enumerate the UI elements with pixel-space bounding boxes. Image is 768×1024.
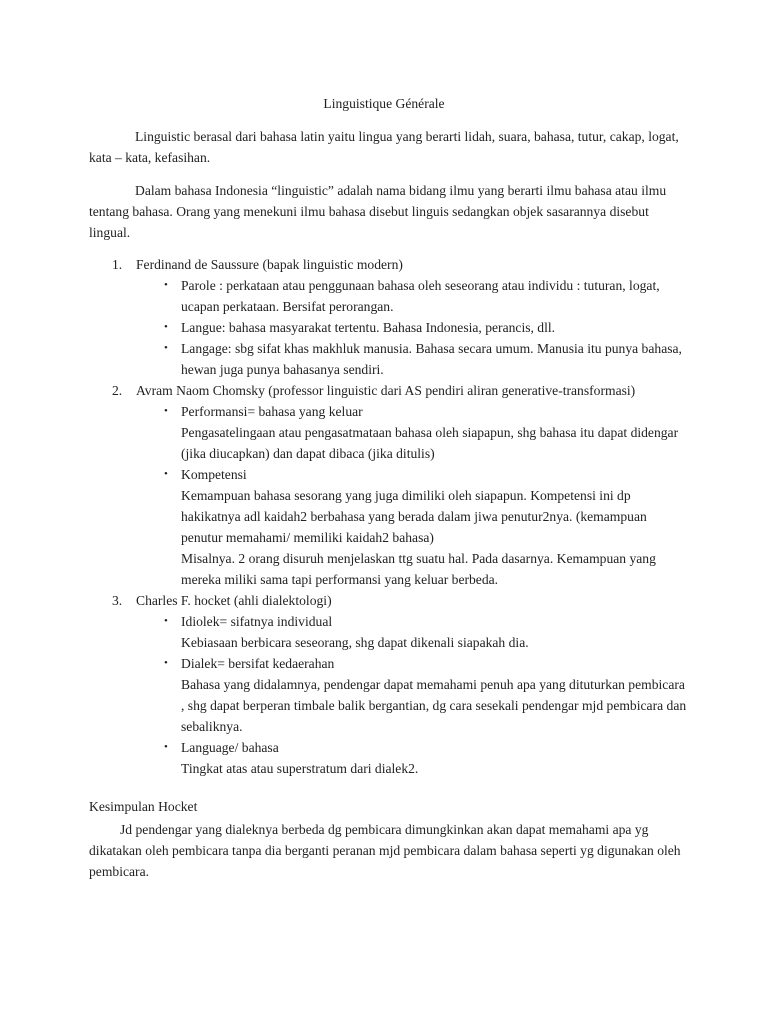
bullet-icon: • bbox=[164, 279, 168, 291]
bullet-text: Idiolek= sifatnya individual bbox=[181, 614, 333, 629]
bullet-text: Performansi= bahasa yang keluar bbox=[181, 404, 363, 419]
intro-paragraph-text: Linguistic berasal dari bahasa latin yaitu lingua yang berarti lidah, suara, bahasa, tutur, cakap, logat, kata – kata, kefasihan. bbox=[89, 129, 679, 165]
bullet-item bbox=[136, 611, 689, 653]
bullet-detail: Tingkat atas atau superstratum dari dialek2. bbox=[181, 761, 419, 776]
bullet-item bbox=[136, 464, 689, 590]
bullet-item bbox=[136, 653, 689, 737]
bullet-text: Langage: sbg sifat khas makhluk manusia. Bahasa secara umum. Manusia itu punya bahasa, hewan juga punya bahasanya sendiri. bbox=[181, 341, 682, 377]
bullet-detail: Pengasatelingaan atau pengasatmataan bahasa oleh siapapun, shg bahasa itu dapat didengar (jika diucapkan) dan dapat dibaca (jika ditulis) bbox=[181, 425, 679, 461]
bullet-list bbox=[136, 401, 689, 590]
bullet-item bbox=[136, 338, 689, 380]
list-item bbox=[89, 590, 689, 779]
bullet-list bbox=[136, 611, 689, 779]
definition-paragraph bbox=[89, 180, 689, 243]
bullet-item bbox=[136, 317, 689, 338]
definition-paragraph-text: Dalam bahasa Indonesia “linguistic” adalah nama bidang ilmu yang berarti ilmu bahasa atau ilmu tentang bahasa. Orang yang menekuni ilmu bahasa disebut linguis sedangkan objek sasarannya disebut lingual. bbox=[89, 183, 667, 240]
bullet-text: Kompetensi bbox=[181, 467, 247, 482]
list-number: 3. bbox=[112, 593, 123, 608]
list-item bbox=[89, 380, 689, 590]
list-item bbox=[89, 254, 689, 380]
intro-paragraph bbox=[89, 126, 689, 168]
conclusion-paragraph-text: Jd pendengar yang dialeknya berbeda dg pembicara dimungkinkan akan dapat memahami apa yg dikatakan oleh pembicara tanpa dia berganti peranan mjd pembicara dalam bahasa seperti yg digunakan oleh pembicara. bbox=[89, 822, 681, 879]
bullet-list bbox=[136, 275, 689, 380]
bullet-item bbox=[136, 737, 689, 779]
document-title: Linguistique Générale bbox=[323, 96, 445, 111]
bullet-item bbox=[136, 401, 689, 464]
bullet-text: Parole : perkataan atau penggunaan bahasa oleh seseorang atau individu : tuturan, logat, ucapan perkataan. Bersifat perorangan. bbox=[181, 278, 660, 314]
bullet-icon: • bbox=[164, 405, 168, 417]
bullet-icon: • bbox=[164, 321, 168, 333]
numbered-list bbox=[89, 254, 689, 779]
conclusion-heading: Kesimpulan Hocket bbox=[89, 799, 198, 814]
bullet-text: Langue: bahasa masyarakat tertentu. Bahasa Indonesia, perancis, dll. bbox=[181, 320, 556, 335]
conclusion-paragraph bbox=[89, 819, 689, 882]
bullet-icon: • bbox=[164, 468, 168, 480]
bullet-icon: • bbox=[164, 342, 168, 354]
bullet-text: Dialek= bersifat kedaerahan bbox=[181, 656, 335, 671]
bullet-item bbox=[136, 275, 689, 317]
list-item-heading: Avram Naom Chomsky (professor linguistic dari AS pendiri aliran generative-transformasi) bbox=[136, 383, 636, 398]
list-number: 2. bbox=[112, 383, 123, 398]
bullet-text: Language/ bahasa bbox=[181, 740, 279, 755]
bullet-detail: Kebiasaan berbicara seseorang, shg dapat dikenali siapakah dia. bbox=[181, 635, 529, 650]
bullet-icon: • bbox=[164, 741, 168, 753]
bullet-icon: • bbox=[164, 615, 168, 627]
bullet-detail: Misalnya. 2 orang disuruh menjelaskan ttg suatu hal. Pada dasarnya. Kemampuan yang mereka miliki sama tapi performansi yang keluar berbeda. bbox=[181, 551, 656, 587]
bullet-detail: Kemampuan bahasa sesorang yang juga dimiliki oleh siapapun. Kompetensi ini dp hakikatnya adl kaidah2 berbahasa yang berada dalam jiwa penutur2nya. (kemampuan penutur memahami/ memiliki kaidah2 bahasa) bbox=[181, 488, 647, 545]
list-number: 1. bbox=[112, 257, 123, 272]
list-item-heading: Ferdinand de Saussure (bapak linguistic modern) bbox=[136, 257, 403, 272]
bullet-detail: Bahasa yang didalamnya, pendengar dapat memahami penuh apa yang dituturkan pembicara , shg dapat berperan timbale balik bergantian, dg cara sesekali pendengar mjd pembicara dan sebaliknya. bbox=[181, 677, 687, 734]
list-item-heading: Charles F. hocket (ahli dialektologi) bbox=[136, 593, 332, 608]
bullet-icon: • bbox=[164, 657, 168, 669]
